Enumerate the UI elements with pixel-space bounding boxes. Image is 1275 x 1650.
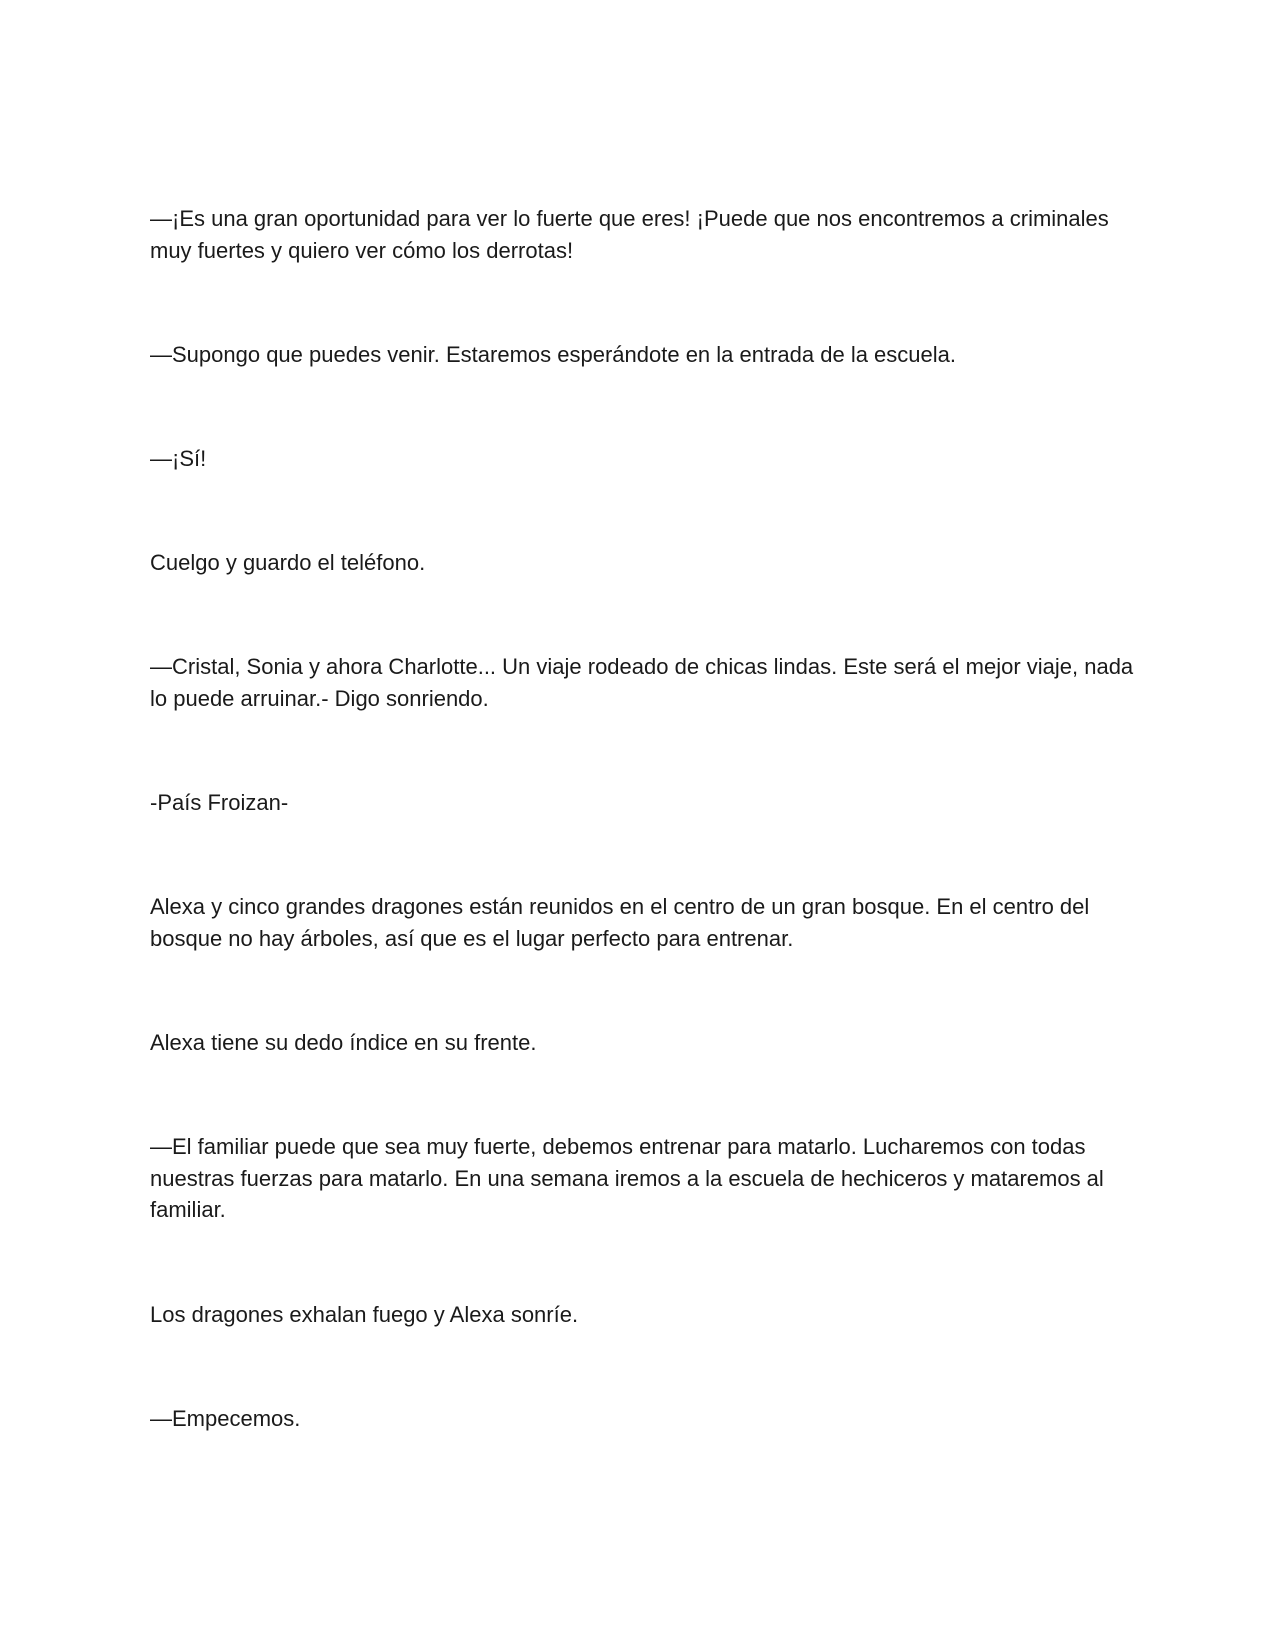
paragraph: Los dragones exhalan fuego y Alexa sonríe. [150,1302,579,1327]
paragraph: Alexa tiene su dedo índice en su frente. [150,1030,537,1055]
paragraph: —¡Es una gran oportunidad para ver lo fuerte que eres! ¡Puede que nos encontremos a criminales muy fuertes y quiero ver cómo los derrotas! [150,206,1109,263]
paragraph: —Supongo que puedes venir. Estaremos esperándote en la entrada de la escuela. [150,342,956,367]
paragraph: —¡Sí! [150,446,207,471]
paragraph: —Empecemos. [150,1406,301,1431]
paragraph: -País Froizan- [150,790,289,815]
paragraph: Cuelgo y guardo el teléfono. [150,550,426,575]
paragraph: Alexa y cinco grandes dragones están reunidos en el centro de un gran bosque. En el centro del bosque no hay árboles, así que es el lugar perfecto para entrenar. [150,894,1090,951]
paragraph: —Cristal, Sonia y ahora Charlotte... Un viaje rodeado de chicas lindas. Este será el mejor viaje, nada lo puede arruinar.- Digo sonriendo. [150,654,1134,711]
paragraph: —El familiar puede que sea muy fuerte, debemos entrenar para matarlo. Lucharemos con todas nuestras fuerzas para matarlo. En una semana iremos a la escuela de hechiceros y mataremos al familiar. [150,1134,1104,1222]
